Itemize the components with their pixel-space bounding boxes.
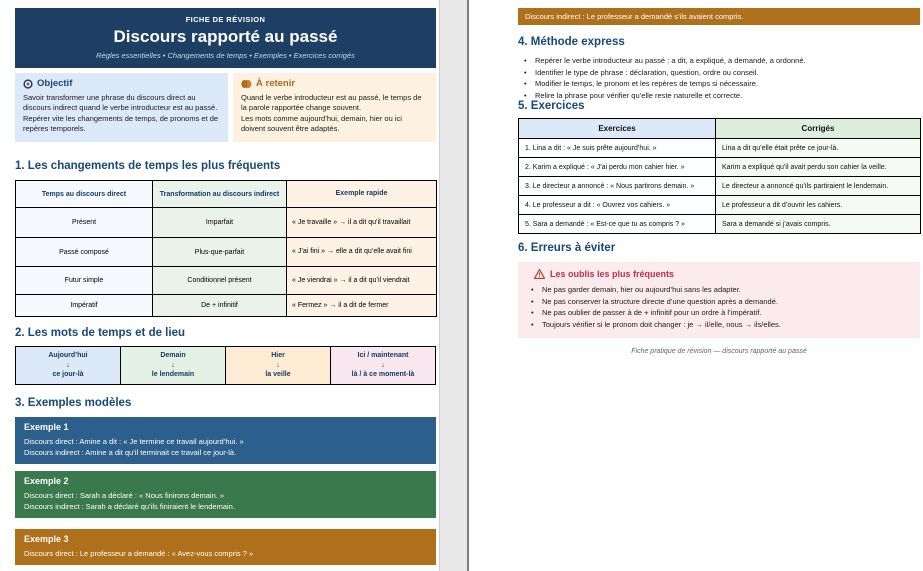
retenir-text: Les mots comme aujourd’hui, demain, hier ou ici doivent souvent être adaptés. <box>241 113 402 133</box>
table-cell: Impératif <box>16 295 153 317</box>
table-cell: « Je travaille » → il a dit qu’il travaillait <box>287 208 437 238</box>
example-line: Discours indirect : Sarah a déclaré qu’ils finiraient le lendemain. <box>24 502 235 511</box>
exercise-cell: 4. Le professeur a dit : « Ouvrez vos cahiers. » <box>519 196 716 215</box>
retenir-box <box>233 73 436 142</box>
objectif-text: Savoir transformer une phrase du discours direct au discours indirect quand le verbe introducteur est au passé. <box>23 92 218 112</box>
example-line: Discours direct : Amine a dit : « Je termine ce travail aujourd’hui. » <box>24 437 244 446</box>
retenir-text: Quand le verbe introducteur est au passé, le temps de la parole rapportée change souvent. <box>241 92 422 112</box>
table-row <box>519 139 921 158</box>
down-arrow-icon: ↓ <box>171 361 175 369</box>
down-arrow-icon: ↓ <box>276 361 280 369</box>
retenir-title-row <box>241 79 428 90</box>
warning-icon <box>534 269 545 279</box>
brain-icon <box>241 79 252 89</box>
table-cell: Passé composé <box>16 238 153 267</box>
table-cell: Imparfait <box>153 208 287 238</box>
table-cell: Conditionnel présent <box>153 267 287 295</box>
down-arrow-icon: ↓ <box>381 361 385 369</box>
exercise-cell: 1. Lina a dit : « Je suis prête aujourd’hui. » <box>519 139 716 158</box>
objectif-title-row <box>23 79 220 90</box>
example-line: Discours direct : Le professeur a demandé : « Avez-vous compris ? » <box>24 549 254 558</box>
table-row <box>519 215 921 234</box>
down-arrow-icon: ↓ <box>66 361 70 369</box>
objectif-box <box>15 73 228 142</box>
section-3-title: 3. Exemples modèles <box>15 397 132 409</box>
time-word-from: Aujourd’hui <box>48 352 88 360</box>
time-word-from: Hier <box>271 352 285 360</box>
header-kicker: FICHE DE RÉVISION <box>185 15 266 24</box>
retenir-title: À retenir <box>256 78 296 89</box>
doc-subtitle: Règles essentielles • Changements de temps • Exemples • Exercices corrigés <box>96 51 355 60</box>
table-row <box>519 196 921 215</box>
section-1-title: 1. Les changements de temps les plus fréquents <box>15 160 281 172</box>
example-box-1 <box>15 417 436 464</box>
table-cell: « J’ai fini » → elle a dit qu’elle avait fini <box>287 238 437 267</box>
time-word-to: le lendemain <box>151 371 195 379</box>
example-box-2 <box>15 471 436 518</box>
warning-title-row <box>528 269 910 279</box>
warning-box <box>518 262 920 338</box>
exercises-table <box>518 118 921 234</box>
example-label: Exemple 3 <box>24 534 69 544</box>
table-cell: Futur simple <box>16 267 153 295</box>
answer-cell: Le directeur a annoncé qu’ils partiraient le lendemain. <box>716 177 921 196</box>
exercise-cell: 3. Le directeur a annoncé : « Nous partirons demain. » <box>519 177 716 196</box>
tense-change-table <box>15 180 437 317</box>
header-band <box>15 8 436 68</box>
table-cell: « Fermez » → il a dit de fermer <box>287 295 437 317</box>
table-cell: « Je viendrai » → il a dit qu’il viendrait <box>287 267 437 295</box>
method-bullet: • Identifier le type de phrase : déclaration, question, ordre ou conseil. <box>518 67 920 79</box>
section-5-title: 5. Exercices <box>518 100 585 112</box>
table-row <box>519 177 921 196</box>
warning-bullet: • Ne pas conserver la structure directe d’une question après a demandé. <box>528 296 910 308</box>
page-footer-note: Fiche pratique de révision — discours rapporté au passé <box>631 348 807 355</box>
column-header: Transformation au discours indirect <box>153 181 287 208</box>
exercise-cell: 2. Karim a expliqué : « J’ai perdu mon cahier hier. » <box>519 158 716 177</box>
time-word-to: la veille <box>265 371 291 379</box>
warning-bullet: • Ne pas oublier de passer à de + infinitif pour un ordre à l’impératif. <box>528 307 910 319</box>
answer-cell: Le professeur a dit d’ouvrir les cahiers. <box>716 196 921 215</box>
answer-cell: Karim a expliqué qu’il avait perdu son cahier la veille. <box>716 158 921 177</box>
method-list <box>518 55 920 101</box>
time-word-from: Ici / maintenant <box>357 352 409 360</box>
intro-boxes <box>15 73 436 142</box>
page-gutter <box>439 0 469 571</box>
time-word-to: là / à ce moment-là <box>351 371 415 379</box>
column-header: Exercices <box>519 119 716 139</box>
section-2-title: 2. Les mots de temps et de lieu <box>15 327 185 339</box>
method-bullet: • Repérer le verbe introducteur au passé : a dit, a expliqué, a demandé, a ordonné. <box>518 55 920 67</box>
column-header: Exemple rapide <box>287 181 437 208</box>
answer-cell: Sara a demandé si j’avais compris. <box>716 215 921 234</box>
example-box-3 <box>15 529 436 565</box>
answer-cell: Lina a dit qu’elle était prête ce jour-là. <box>716 139 921 158</box>
method-bullet: • Modifier le temps, le pronom et les repères de temps si nécessaire. <box>518 78 920 90</box>
column-header: Temps au discours direct <box>16 181 153 208</box>
warning-title: Les oublis les plus fréquents <box>550 269 675 279</box>
example-label: Exemple 1 <box>24 422 69 432</box>
example-label: Exemple 2 <box>24 476 69 486</box>
example-line: Discours indirect : Amine a dit qu’il terminait ce travail ce jour-là. <box>24 448 237 457</box>
time-word-cell <box>121 347 226 385</box>
section-6-title: 6. Erreurs à éviter <box>518 242 616 254</box>
time-word-cell <box>16 347 121 385</box>
time-word-from: Demain <box>160 352 186 360</box>
method-bullet: • Relire la phrase pour vérifier qu’elle reste naturelle et correcte. <box>518 90 920 102</box>
section-4-title: 4. Méthode express <box>518 36 625 48</box>
table-row <box>16 238 437 267</box>
table-row <box>16 295 437 317</box>
target-icon <box>23 79 33 89</box>
warning-bullet: • Ne pas garder demain, hier ou aujourd’hui sans les adapter. <box>528 284 910 296</box>
time-word-to: ce jour-là <box>52 371 84 379</box>
table-cell: Présent <box>16 208 153 238</box>
column-header: Corrigés <box>716 119 921 139</box>
exercise-cell: 5. Sara a demandé : « Est-ce que tu as compris ? » <box>519 215 716 234</box>
time-words-table <box>15 346 436 385</box>
example-3-continuation: Discours indirect : Le professeur a demandé s’ils avaient compris. <box>518 8 920 25</box>
page-2 <box>469 0 923 571</box>
table-cell: De + infinitif <box>153 295 287 317</box>
table-row <box>16 208 437 238</box>
example-line: Discours direct : Sarah a déclaré : « Nous finirons demain. » <box>24 491 225 500</box>
time-word-cell <box>226 347 331 385</box>
objectif-text: Repérer vite les changements de temps, de pronoms et de repères temporels. <box>23 113 219 133</box>
table-cell: Plus-que-parfait <box>153 238 287 267</box>
time-word-cell <box>331 347 436 385</box>
doc-title: Discours rapporté au passé <box>113 27 338 46</box>
table-row <box>16 267 437 295</box>
page-1 <box>0 0 439 571</box>
table-row <box>519 158 921 177</box>
warning-bullet: • Toujours vérifier si le pronom doit changer : je → il/elle, nous → ils/elles. <box>528 319 910 331</box>
objectif-title: Objectif <box>37 78 73 89</box>
